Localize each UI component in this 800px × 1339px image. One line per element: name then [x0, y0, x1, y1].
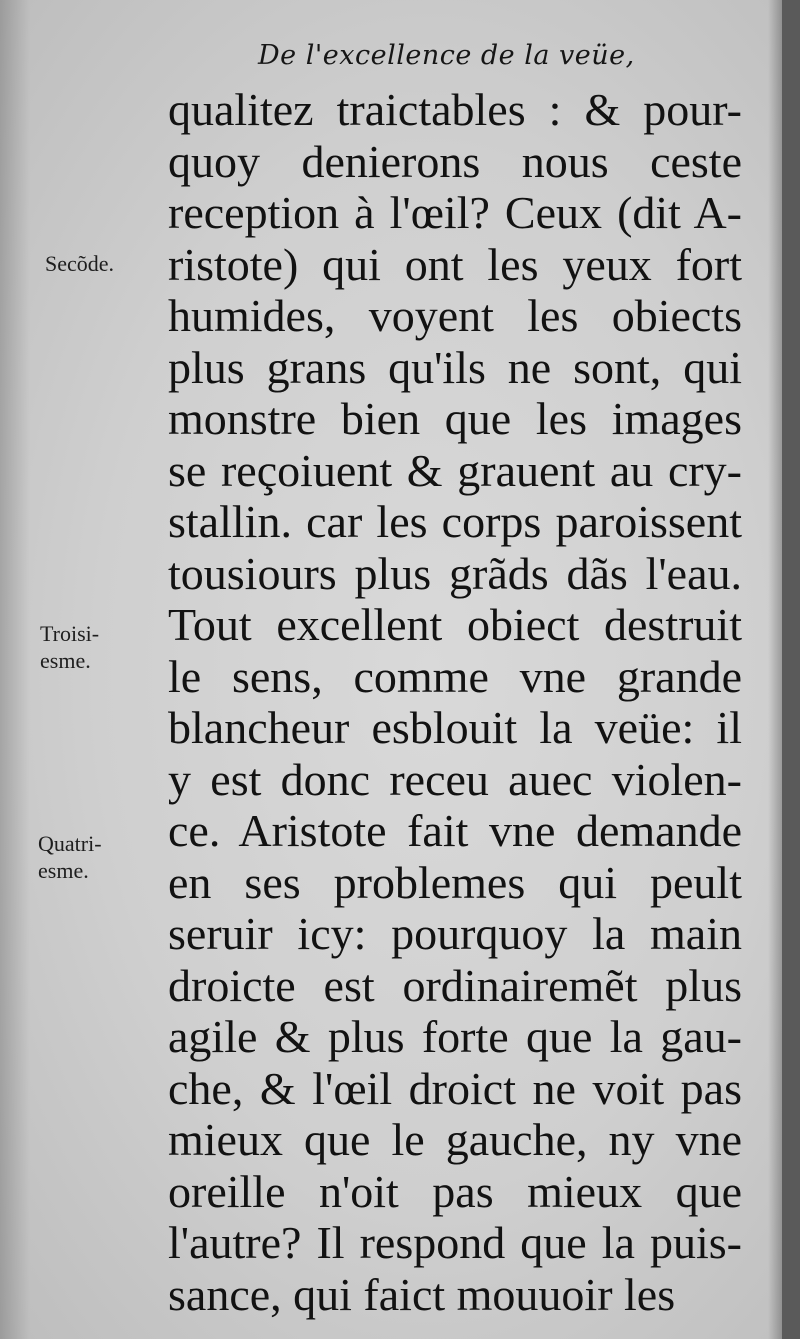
text-line: droicte est ordinairemẽt plus [168, 959, 742, 1011]
text-line: blancheur esblouit la veüe: il [168, 702, 742, 753]
page-edge-shadow [768, 0, 782, 1339]
text-line: quoy denierons nous ceste [168, 135, 742, 187]
margin-note: Secõde. [45, 251, 115, 276]
text-line: qualitez traictables : & pour- [168, 84, 742, 135]
text-line: agile & plus forte que la gau- [168, 1011, 742, 1062]
text-line: plus grans qu'ils ne sont, qui [168, 341, 742, 393]
text-line: mieux que le gauche, ny vne [168, 1114, 742, 1165]
text-line: monstre bien que les images [168, 393, 742, 444]
text-line: reception à l'œil? Ceux (dit A- [168, 187, 742, 238]
text-line: l'autre? Il respond que la puis- [168, 1217, 742, 1268]
body-text [168, 84, 742, 1320]
text-line: stallin. car les corps paroissent [168, 496, 742, 547]
margin-note: Quatri- esme. [38, 831, 102, 883]
text-line: en ses problemes qui peult [168, 856, 742, 908]
text-line: le sens, comme vne grande [168, 650, 742, 702]
text-line: seruir icy: pourquoy la main [168, 908, 742, 959]
text-line: humides, voyent les obiects [168, 290, 742, 341]
text-line: y est donc receu auec violen- [168, 753, 742, 805]
text-line: che, & l'œil droict ne voit pas [168, 1062, 742, 1114]
text-line: oreille n'oit pas mieux que [168, 1165, 742, 1217]
text-line: ce. Aristote fait vne demande [168, 805, 742, 856]
text-line: Tout excellent obiect destruit [168, 599, 742, 650]
text-line: ristote) qui ont les yeux fort [168, 238, 742, 290]
gutter-shadow [0, 0, 30, 1339]
running-header: De l'excellence de la veüe, [258, 40, 635, 71]
text-line: tousiours plus grãds dãs l'eau. [168, 547, 742, 599]
margin-note: Troisi- esme. [40, 621, 100, 673]
text-line: sance, qui faict mouuoir les [168, 1268, 676, 1320]
text-line: se reçoiuent & grauent au cry- [168, 444, 742, 496]
